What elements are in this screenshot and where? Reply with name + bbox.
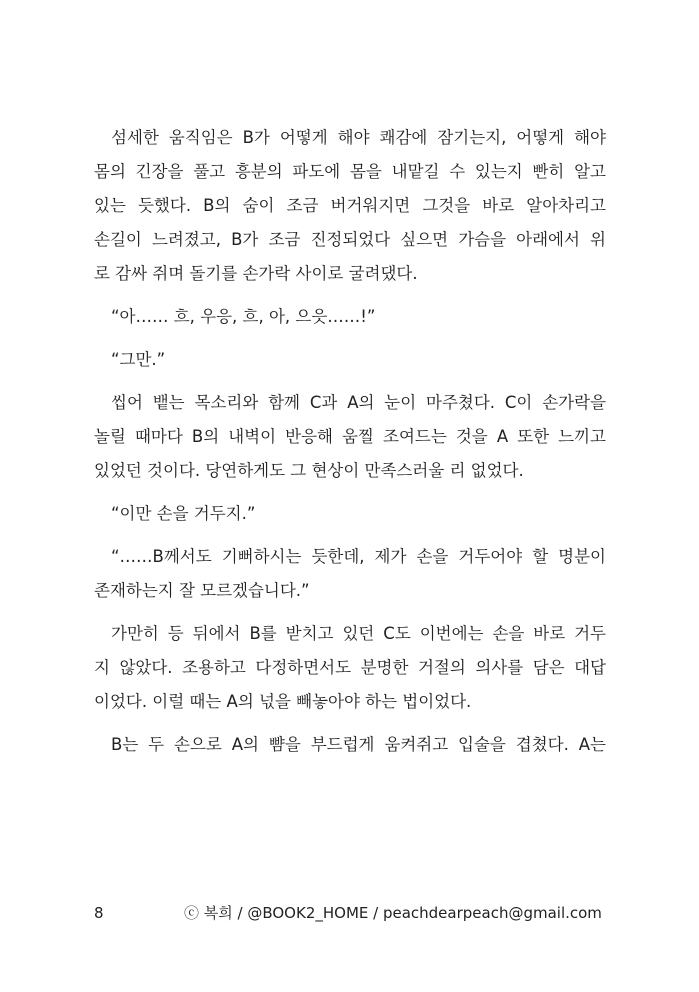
dialogue-line: “그만.”	[111, 350, 166, 369]
paragraph-line: 섬세한 움직임은 B가 어떻게 해야 쾌감에 잠기는지, 어떻게 해야	[111, 128, 606, 147]
paragraph-line: 있는 듯했다. B의 숨이 조금 버거워지면 그것을 바로 알아차리고	[94, 196, 606, 215]
page-footer	[94, 901, 614, 925]
paragraph-line: 이었다. 이럴 때는 A의 넋을 빼놓아야 하는 법이었다.	[94, 692, 472, 711]
paragraph-line: 손길이 느려졌고, B가 조금 진정되었다 싶으면 가슴을 아래에서 위	[94, 230, 606, 249]
paragraph-line: B는 두 손으로 A의 뺨을 부드럽게 움켜쥐고 입술을 겹쳤다. A는	[111, 735, 606, 754]
paragraph-line: 씹어 뱉는 목소리와 함께 C과 A의 눈이 마주쳤다. C이 손가락을	[111, 393, 606, 412]
page-number: 8	[94, 904, 104, 922]
paragraph-line: 놀릴 때마다 B의 내벽이 반응해 움찔 조여드는 것을 A 또한 느끼고	[94, 427, 606, 446]
copyright-credit: ⓒ 복희 / @BOOK2_HOME / peachdearpeach@gmail.com	[184, 904, 602, 922]
dialogue-line: 존재하는지 잘 모르겠습니다.”	[94, 581, 310, 600]
paragraph-line: 가만히 등 뒤에서 B를 받치고 있던 C도 이번에는 손을 바로 거두	[111, 624, 606, 643]
dialogue-line: “이만 손을 거두지.”	[111, 504, 256, 523]
body-text	[94, 121, 606, 762]
paragraph-line: 지 않았다. 조용하고 다정하면서도 분명한 거절의 의사를 담은 대답	[94, 658, 606, 677]
dialogue-line: “아…… 흐, 우응, 흐, 아, 으읏……!”	[111, 307, 376, 326]
paragraph-line: 몸의 긴장을 풀고 흥분의 파도에 몸을 내맡길 수 있는지 빤히 알고	[94, 162, 606, 181]
dialogue-line: “……B께서도 기뻐하시는 듯한데, 제가 손을 거두어야 할 명분이	[111, 547, 606, 566]
paragraph-line: 로 감싸 쥐며 돌기를 손가락 사이로 굴려댔다.	[94, 264, 418, 283]
paragraph-line: 있었던 것이다. 당연하게도 그 현상이 만족스러울 리 없었다.	[94, 461, 524, 480]
